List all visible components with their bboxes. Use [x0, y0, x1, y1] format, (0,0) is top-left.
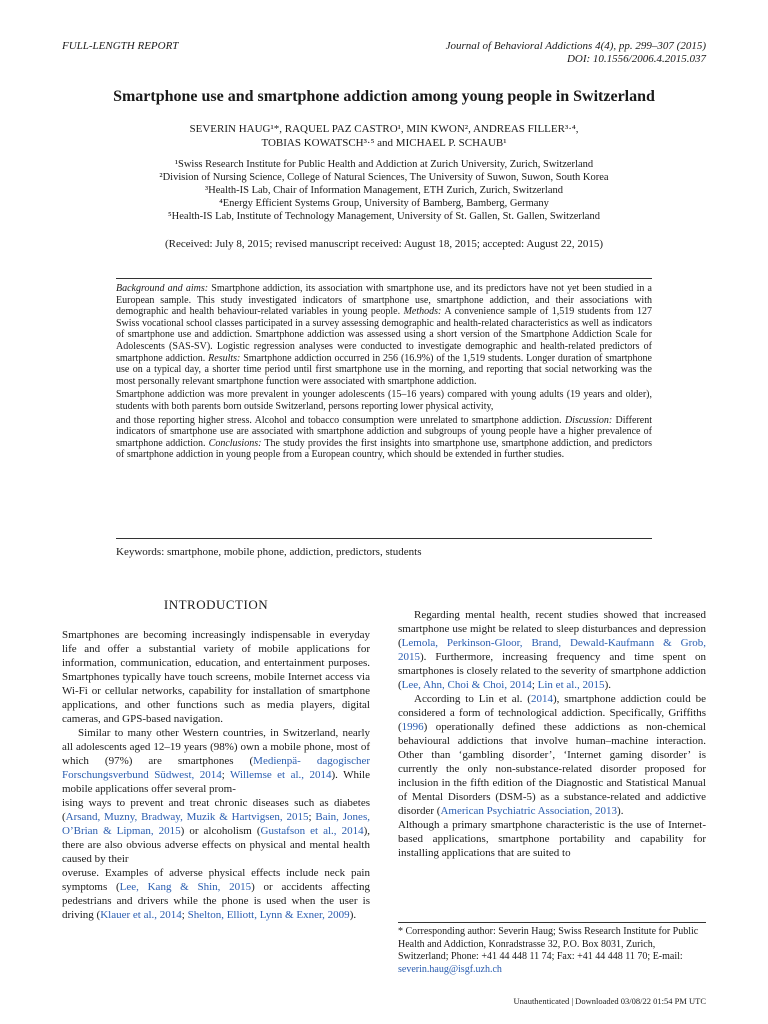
report-type-label: FULL-LENGTH REPORT: [62, 40, 179, 52]
abstract-top-rule: [116, 278, 652, 279]
body-paragraph: Regarding mental health, recent studies showed that increased smartphone use might be related to sleep disturbances and depression (Lemola, Perkinson-Gloor, Brand, Dewald-Kaufmann & Grob, 2015). Furthermore, increasing frequency and time spent on smartphones is closely related to the severity of smartphone addiction (Lee, Ahn, Choi & Choi, 2014; Lin et al., 2015).: [398, 609, 706, 691]
citation-link[interactable]: Lee, Kang & Shin, 2015: [119, 881, 252, 893]
citation-link[interactable]: Lemola, Perkinson-Gloor, Brand, Dewald-Kaufmann & Grob, 2015: [398, 637, 706, 663]
results-label: Results:: [208, 352, 241, 364]
affiliation-item: ⁵Health-IS Lab, Institute of Technology Management, University of St. Gallen, St. Gallen, Switzerland: [168, 211, 600, 222]
left-column: [62, 598, 370, 922]
author-line-2: TOBIAS KOWATSCH³·⁵ and MICHAEL P. SCHAUB¹: [261, 137, 507, 149]
journal-reference: Journal of Behavioral Addictions 4(4), pp. 299–307 (2015): [445, 40, 706, 52]
download-footer: Unauthenticated | Downloaded 03/08/22 01:54 PM UTC: [513, 996, 706, 1006]
citation-link[interactable]: 2014: [530, 693, 553, 705]
citation-link[interactable]: Bain, Jones, O’Brian & Lipman, 2015: [62, 811, 370, 837]
body-paragraph: Smartphones are becoming increasingly indispensable in everyday life and offer a substantial variety of mobile applications for information, communication, education, and entertainment purposes. Smartphones typically have touch screens, mobile Internet access via Wi-Fi or cellular networks, capability for installation of smartphone applications, and other functions such as media players, digital cameras, and GPS-based navigation.: [62, 629, 370, 725]
body-paragraph: ising ways to prevent and treat chronic diseases such as diabetes (Arsand, Muzny, Bradway, Muzik & Hartvigsen, 2015; Bain, Jones, O’Brian & Lipman, 2015) or alcoholism (Gustafson et al., 2014), there are also obvious adverse effects on physical and mental health caused by their: [62, 797, 370, 865]
received-dates: (Received: July 8, 2015; revised manuscript received: August 18, 2015; accepted: August 22, 2015): [164, 238, 604, 250]
discussion-label: Discussion:: [564, 414, 613, 426]
conclusions-label: Conclusions:: [208, 437, 262, 449]
section-heading-introduction: INTRODUCTION: [163, 597, 269, 612]
footnote-rule: [398, 922, 706, 923]
affiliation-list: [60, 158, 708, 223]
abstract-paragraph-3: and those reporting higher stress. Alcohol and tobacco consumption were unrelated to smartphone addiction. Discussion: Different indicators of smartphone use are associated with smartphone addiction and subgroups of young people have a higher prevalence of smartphone addiction. Conclusions: The study provides the first insights into smartphone use, smartphone addiction, and predictors of smartphone addiction in young people from a European country, which should be extended in further studies.: [116, 414, 652, 461]
right-column: [398, 608, 706, 860]
citation-link[interactable]: Gustafson et al., 2014: [260, 825, 364, 837]
citation-link[interactable]: Shelton, Elliott, Lynn & Exner, 2009: [187, 909, 350, 921]
abstract-paragraph-1: Background and aims: Smartphone addiction, its association with smartphone use, and its predictors have not yet been studied in a European sample. This study investigated indicators of smartphone use, smartphone addiction, and their associations with demographic and health behaviour-related variables in young people. Methods: A convenience sample of 1,519 students from 127 Swiss vocational school classes participated in a survey assessing demographic and health-related characteristics as well as indicators of smartphone use and addiction. Smartphone addiction was assessed using a short version of the Smartphone Addiction Scale for Adolescents (SAS-SV). Logistic regression analyses were conducted to investigate demographic and health-related predictors of smartphone addiction. Results: Smartphone addiction occurred in 256 (16.9%) of the 1,519 students. Longer duration of smartphone use on a typical day, a shorter time period until first smartphone use in the morning, and reporting that social networking was the most personally relevant smartphone function were associated with smartphone addiction.: [116, 283, 652, 387]
citation-link[interactable]: 1996: [401, 721, 424, 733]
citation-link[interactable]: Willemse et al., 2014: [230, 769, 332, 781]
citation-link[interactable]: American Psychiatric Association, 2013: [440, 805, 618, 817]
citation-link[interactable]: Medienpä- dagogischer Forschungsverbund Südwest, 2014: [62, 755, 370, 781]
citation-link[interactable]: Lee, Ahn, Choi & Choi, 2014: [401, 679, 532, 691]
citation-link[interactable]: Klauer et al., 2014: [100, 909, 182, 921]
affiliation-item: ¹Swiss Research Institute for Public Health and Addiction at Zurich University, Zurich, Switzerland: [174, 159, 594, 170]
corresponding-author-footnote: * Corresponding author: Severin Haug; Swiss Research Institute for Public Health and Addiction, Konradstrasse 32, P.O. Box 8031, Zurich, Switzerland; Phone: +41 44 448 11 74; Fax: +41 44 448 11 70; E-mail: severin.haug@isgf.uzh.ch: [398, 926, 699, 975]
keywords: Keywords: smartphone, mobile phone, addiction, predictors, students: [116, 546, 422, 558]
background-label: Background and aims:: [116, 283, 209, 294]
body-paragraph: overuse. Examples of adverse physical effects include neck pain symptoms (Lee, Kang & Shin, 2015) or accidents affecting pedestrians and drivers while the phone is used when the user is driving (Klauer et al., 2014; Shelton, Elliott, Lynn & Exner, 2009).: [62, 867, 370, 921]
methods-label: Methods:: [403, 306, 442, 318]
author-list: [60, 122, 708, 150]
body-paragraph: Similar to many other Western countries, in Switzerland, nearly all adolescents aged 12–19 years (98%) own a mobile phone, most of which (97%) are smartphones (Medienpä- dagogischer Forschungsverbund Südwest, 2014; Willemse et al., 2014). While mobile applications offer several prom-: [62, 727, 370, 795]
affiliation-item: ²Division of Nursing Science, College of Natural Sciences, The University of Suwon, Suwon, South Korea: [159, 172, 609, 183]
abstract-paragraph-2: Smartphone addiction was more prevalent in younger adolescents (15–16 years) compared with young adults (19 years and older), students with both parents born outside Switzerland, persons reporting lower physical activity,: [116, 389, 652, 412]
doi-reference: DOI: 10.1556/2006.4.2015.037: [566, 53, 706, 65]
email-link[interactable]: severin.haug@isgf.uzh.ch: [398, 963, 502, 975]
citation-link[interactable]: Lin et al., 2015: [537, 679, 605, 691]
article-title: Smartphone use and smartphone addiction among young people in Switzerland: [113, 88, 655, 105]
body-paragraph: According to Lin et al. (2014), smartphone addiction could be considered a form of technological addiction. Specifically, Griffiths (1996) operationally defined these addictions as non-chemical behavioural addictions that involve human–machine interaction. Other than ‘gambling disorder’, ‘Internet gaming disorder’ is currently the only non-substance-related disorder proposed for inclusion in the fifth edition of the Diagnostic and Statistical Manual of Mental Disorders (DSM-5) as a substance-related and addictive disorder (American Psychiatric Association, 2013).: [398, 693, 706, 817]
journal-citation: [446, 40, 706, 66]
author-line-1: SEVERIN HAUG¹*, RAQUEL PAZ CASTRO¹, MIN KWON², ANDREAS FILLER³·⁴,: [189, 123, 579, 135]
affiliation-item: ⁴Energy Efficient Systems Group, University of Bamberg, Bamberg, Germany: [219, 198, 549, 209]
abstract-bottom-rule: [116, 538, 652, 539]
citation-link[interactable]: Arsand, Muzny, Bradway, Muzik & Hartvigsen, 2015: [65, 811, 309, 823]
abstract: [116, 283, 652, 461]
body-paragraph: Although a primary smartphone characteristic is the use of Internet-based applications, smartphone portability and capability for installing applications that are suited to: [398, 819, 706, 859]
affiliation-item: ³Health-IS Lab, Chair of Information Management, ETH Zurich, Zurich, Switzerland: [205, 185, 563, 196]
